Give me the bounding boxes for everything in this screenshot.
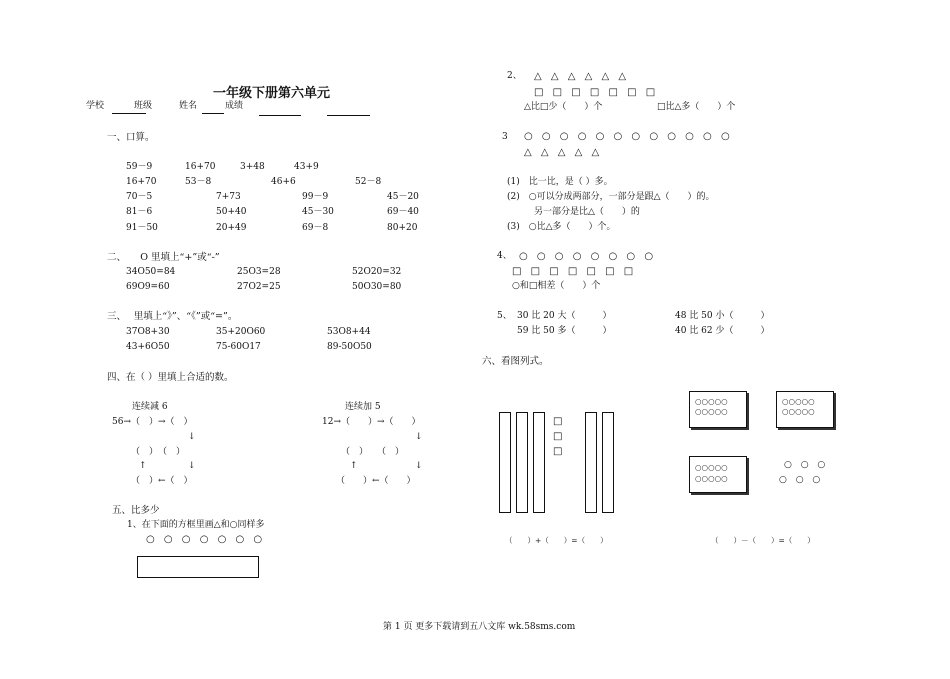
compare-item: 53O8+44 bbox=[327, 327, 371, 337]
circle-row: ○○○○○ bbox=[782, 397, 815, 406]
section5-heading: 五、比多少 bbox=[112, 505, 160, 516]
q4-number: 4、 bbox=[497, 251, 512, 261]
circle-row: ○○○○○ bbox=[695, 474, 728, 483]
triangle-row: △ △ △ △ △ bbox=[524, 147, 603, 158]
triangle-row: △ △ △ △ △ △ bbox=[534, 71, 630, 82]
square-row: □ □ □ □ □ □ □ bbox=[534, 87, 659, 98]
compare-item: 43+6O50 bbox=[126, 342, 170, 352]
ten-frame-box bbox=[689, 391, 747, 428]
circle-row: ○○○○○ bbox=[695, 463, 728, 472]
name-label: 姓名 bbox=[179, 101, 198, 111]
equation-subtract: （ ）－（ ）=（ ） bbox=[711, 536, 815, 545]
compare-item: 35+20O60 bbox=[216, 327, 266, 337]
class-label: 班级 bbox=[134, 101, 153, 111]
ten-bar bbox=[499, 412, 511, 513]
q2-text-2: □比△多（ ）个 bbox=[657, 102, 736, 112]
q5-a: 30 比 20 大（ ） bbox=[517, 311, 612, 321]
q3-number: 3 bbox=[502, 132, 508, 142]
calc-item: 45－20 bbox=[387, 192, 419, 202]
q2-number: 2、 bbox=[507, 71, 522, 81]
unit-square: □ bbox=[553, 431, 563, 442]
question-5-1: 1、在下面的方框里画△和○同样多 bbox=[127, 520, 265, 530]
unit-square: □ bbox=[553, 446, 563, 457]
compare-item: 89-50O50 bbox=[327, 342, 372, 352]
unit-square: □ bbox=[553, 416, 563, 427]
calc-item: 91－50 bbox=[126, 223, 158, 233]
calc-item: 46+6 bbox=[271, 177, 296, 187]
chain-left-row1: （ ）→（ ） bbox=[131, 417, 193, 427]
drawing-box[interactable] bbox=[137, 556, 259, 578]
compare-item: 37O8+30 bbox=[126, 327, 170, 337]
loose-circles: ○ ○ ○ bbox=[784, 460, 829, 470]
loose-circles: ○ ○ ○ bbox=[779, 475, 824, 485]
circle-row: ○ ○ ○ ○ ○ ○ ○ ○ bbox=[519, 251, 657, 262]
fill-sign-item: 34O50=84 bbox=[126, 267, 176, 277]
arrow-down-icon: ↓ bbox=[415, 461, 423, 471]
chain-right-row1: （ ）→（ ） bbox=[341, 417, 421, 427]
q3-line-2b: 另一部分是比△（ ）的 bbox=[534, 207, 640, 217]
chain-left-label: 连续减 6 bbox=[132, 402, 168, 412]
fill-sign-item: 50O30=80 bbox=[352, 282, 402, 292]
arrow-down-icon: ↓ bbox=[415, 432, 423, 442]
q3-line-3: (3) ○比△多（ ）个。 bbox=[507, 222, 616, 232]
page-footer: 第 1 页 更多下载请到五八文库 wk.58sms.com bbox=[383, 622, 576, 632]
chain-right-label: 连续加 5 bbox=[345, 402, 381, 412]
calc-item: 20+49 bbox=[216, 223, 247, 233]
section4-heading: 四、在（ ）里填上合适的数。 bbox=[107, 372, 234, 383]
calc-item: 16+70 bbox=[126, 177, 157, 187]
arrow-up-icon: ↑ bbox=[139, 461, 147, 471]
ten-bar bbox=[585, 412, 597, 513]
fill-sign-item: 25O3=28 bbox=[237, 267, 281, 277]
calc-item: 43+9 bbox=[294, 162, 319, 172]
calc-item: 59－9 bbox=[126, 162, 153, 172]
circle-row: ○○○○○ bbox=[695, 407, 728, 416]
ten-bar bbox=[602, 412, 614, 513]
q4-text: ○和□相差（ ）个 bbox=[512, 281, 601, 291]
chain-right-row3: （ ）←（ ） bbox=[336, 476, 416, 486]
q3-line-1: (1) 比一比，是（ ）多。 bbox=[507, 177, 613, 187]
square-row: □ □ □ □ □ □ □ bbox=[512, 266, 637, 277]
calc-item: 80+20 bbox=[387, 223, 418, 233]
calc-item: 53－8 bbox=[185, 177, 212, 187]
calc-item: 81－6 bbox=[126, 207, 153, 217]
fill-sign-item: 27O2=25 bbox=[237, 282, 281, 292]
q2-text-1: △比□少（ ）个 bbox=[524, 102, 603, 112]
arrow-up-icon: ↑ bbox=[350, 461, 358, 471]
chain-left-row2: （ ） （ ） bbox=[131, 447, 186, 457]
ten-frame-box bbox=[689, 456, 747, 493]
circle-row: ○ ○ ○ ○ ○ ○ ○ bbox=[146, 534, 266, 545]
school-blank bbox=[112, 113, 146, 114]
section3-heading: 三、 里填上“》”、“《”或“=”。 bbox=[107, 311, 238, 322]
q5-number: 5、 bbox=[497, 311, 512, 321]
score-blank-1 bbox=[259, 115, 301, 116]
page-title: 一年级下册第六单元 bbox=[213, 86, 331, 101]
circle-row: ○○○○○ bbox=[782, 407, 815, 416]
section1-heading: 一、口算。 bbox=[107, 132, 155, 143]
circle-row: ○ ○ ○ ○ ○ ○ ○ ○ ○ ○ ○ ○ bbox=[524, 131, 733, 142]
fill-sign-item: 52O20=32 bbox=[352, 267, 402, 277]
section2-heading: 二、 O 里填上“+”或“-” bbox=[107, 252, 220, 263]
ten-bar bbox=[516, 412, 528, 513]
equation-add: （ ）+（ ）=（ ） bbox=[505, 536, 608, 545]
ten-frame-box bbox=[776, 391, 834, 428]
calc-item: 16+70 bbox=[185, 162, 216, 172]
q3-line-2: (2) ○可以分成两部分，一部分是跟△（ ）的。 bbox=[507, 192, 715, 202]
chain-left-start: 56→ bbox=[112, 417, 131, 427]
section6-heading: 六、看图列式。 bbox=[482, 356, 549, 367]
compare-item: 75-60O17 bbox=[216, 342, 261, 352]
chain-left-row3: （ ）←（ ） bbox=[131, 476, 193, 486]
arrow-down-icon: ↓ bbox=[188, 461, 196, 471]
calc-item: 70－5 bbox=[126, 192, 153, 202]
chain-right-row2: （ ） （ ） bbox=[341, 447, 405, 457]
calc-item: 69－40 bbox=[387, 207, 419, 217]
fill-sign-item: 69O9=60 bbox=[126, 282, 170, 292]
q5-c: 59 比 50 多（ ） bbox=[517, 326, 612, 336]
q5-d: 40 比 62 少（ ） bbox=[675, 326, 770, 336]
calc-item: 7+73 bbox=[216, 192, 241, 202]
arrow-down-icon: ↓ bbox=[188, 432, 196, 442]
score-label: 成绩 bbox=[225, 101, 244, 111]
name-blank bbox=[202, 113, 224, 114]
calc-item: 99－9 bbox=[302, 192, 329, 202]
ten-bar bbox=[533, 412, 545, 513]
chain-right-start: 12→ bbox=[322, 417, 341, 427]
calc-item: 3+48 bbox=[240, 162, 265, 172]
calc-item: 50+40 bbox=[216, 207, 247, 217]
calc-item: 69－8 bbox=[302, 223, 329, 233]
q5-b: 48 比 50 小（ ） bbox=[675, 311, 770, 321]
calc-item: 45－30 bbox=[302, 207, 334, 217]
score-blank-2 bbox=[327, 115, 370, 116]
circle-row: ○○○○○ bbox=[695, 397, 728, 406]
school-label: 学校 bbox=[86, 101, 105, 111]
calc-item: 52－8 bbox=[355, 177, 382, 187]
